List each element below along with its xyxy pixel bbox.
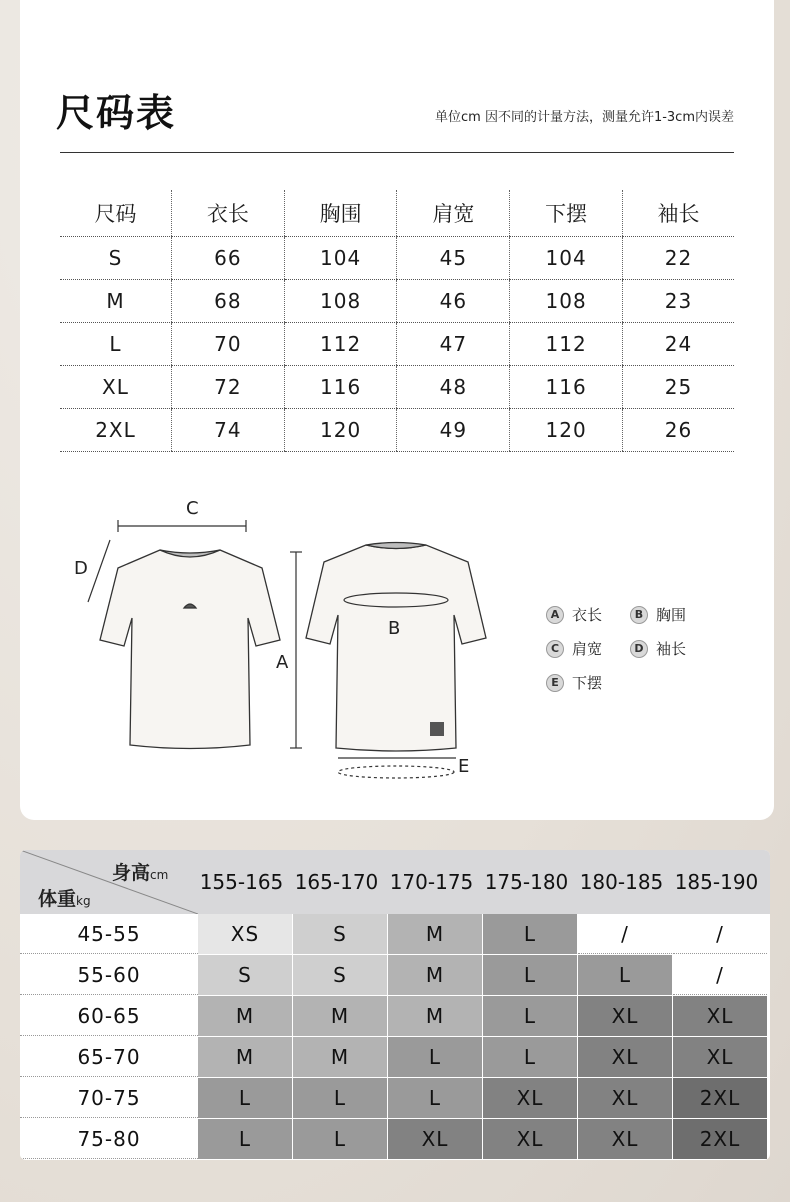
size-table <box>60 190 734 452</box>
height-column-header: 170-175 <box>389 870 474 894</box>
title-divider <box>60 152 734 153</box>
table-cell: 70 <box>171 322 284 365</box>
weight-row-header: 65-70 <box>20 1037 198 1077</box>
size-recommendation-table <box>20 850 770 1160</box>
weight-row-header: 45-55 <box>20 914 198 954</box>
legend-item-e <box>546 672 602 693</box>
table-cell: 25 <box>623 365 734 408</box>
legend-item-d <box>630 638 686 659</box>
size-recommendation-cell: / <box>578 914 672 954</box>
size-recommendation-cell: 2XL <box>673 1119 767 1159</box>
table-row <box>60 322 734 365</box>
column-header: 尺码 <box>60 190 171 236</box>
size-recommendation-cell: XL <box>578 1119 672 1159</box>
size-recommendation-cell: M <box>388 914 482 954</box>
height-column-header: 165-170 <box>294 870 379 894</box>
table-row <box>60 236 734 279</box>
size-recommendation-cell: L <box>483 996 577 1036</box>
weight-row-header: 60-65 <box>20 996 198 1036</box>
size-recommendation-cell: XL <box>673 996 767 1036</box>
size-recommendation-cell: S <box>293 914 387 954</box>
table-cell: 49 <box>397 408 510 451</box>
table-cell: XL <box>60 365 171 408</box>
size-recommendation-cell: XS <box>198 914 292 954</box>
label-a: A <box>276 652 289 673</box>
table-cell: 23 <box>623 279 734 322</box>
height-label: 身高 <box>112 862 151 884</box>
weight-unit: kg <box>76 894 91 908</box>
weight-row-header: 70-75 <box>20 1078 198 1118</box>
table-cell: M <box>60 279 171 322</box>
size-recommendation-cell: XL <box>483 1078 577 1118</box>
legend-item-a <box>546 604 602 625</box>
height-axis-label <box>112 858 168 885</box>
table-cell: 108 <box>284 279 397 322</box>
table-cell: 120 <box>510 408 623 451</box>
legend-text-a: 衣长 <box>572 606 603 624</box>
size-recommendation-cell: XL <box>578 1037 672 1077</box>
size-recommendation-cell: L <box>483 1037 577 1077</box>
weight-axis-label <box>38 884 91 911</box>
badge-e-icon: E <box>546 674 564 692</box>
table-cell: 22 <box>623 236 734 279</box>
size-recommendation-cell: L <box>388 1078 482 1118</box>
column-header: 胸围 <box>284 190 397 236</box>
table-cell: 72 <box>171 365 284 408</box>
column-header: 下摆 <box>510 190 623 236</box>
badge-b-icon: B <box>630 606 648 624</box>
table-cell: 120 <box>284 408 397 451</box>
table-cell: 68 <box>171 279 284 322</box>
size-recommendation-cell: S <box>293 955 387 995</box>
table-cell: S <box>60 236 171 279</box>
size-recommendation-cell: L <box>293 1078 387 1118</box>
column-header: 肩宽 <box>397 190 510 236</box>
badge-a-icon: A <box>546 606 564 624</box>
size-recommendation-cell: L <box>388 1037 482 1077</box>
garment-diagram <box>60 490 540 790</box>
size-recommendation-cell: L <box>483 914 577 954</box>
table-cell: 47 <box>397 322 510 365</box>
badge-d-icon: D <box>630 640 648 658</box>
column-header: 衣长 <box>171 190 284 236</box>
height-unit: cm <box>150 868 169 882</box>
size-recommendation-cell: XL <box>673 1037 767 1077</box>
label-b: B <box>388 618 401 639</box>
size-recommendation-cell: M <box>198 996 292 1036</box>
tshirt-front-illustration <box>100 550 280 749</box>
table-cell: 24 <box>623 322 734 365</box>
size-recommendation-cell: S <box>198 955 292 995</box>
size-recommendation-cell: / <box>673 914 767 954</box>
table-cell: L <box>60 322 171 365</box>
measurement-note: 单位cm 因不同的计量方法，测量允许1-3cm内误差 <box>435 110 734 125</box>
legend-text-b: 胸围 <box>656 606 687 624</box>
height-column-header: 180-185 <box>579 870 664 894</box>
table-cell: 2XL <box>60 408 171 451</box>
table-cell: 26 <box>623 408 734 451</box>
size-table-header <box>60 190 734 236</box>
column-header: 袖长 <box>623 190 734 236</box>
table-cell: 112 <box>284 322 397 365</box>
height-column-header: 185-190 <box>674 870 759 894</box>
table-row <box>60 408 734 451</box>
height-column-header: 175-180 <box>484 870 569 894</box>
weight-row-header: 55-60 <box>20 955 198 995</box>
table-cell: 116 <box>510 365 623 408</box>
size-recommendation-cell: 2XL <box>673 1078 767 1118</box>
label-e: E <box>458 756 470 777</box>
table-cell: 108 <box>510 279 623 322</box>
table-cell: 46 <box>397 279 510 322</box>
size-recommendation-cell: L <box>483 955 577 995</box>
table-cell: 104 <box>284 236 397 279</box>
weight-row-header: 75-80 <box>20 1119 198 1159</box>
height-column-header: 155-165 <box>199 870 284 894</box>
table-row <box>60 279 734 322</box>
size-recommendation-cell: L <box>293 1119 387 1159</box>
legend-text-d: 袖长 <box>656 640 687 658</box>
weight-label: 体重 <box>38 888 77 910</box>
size-recommendation-cell: XL <box>578 996 672 1036</box>
table-cell: 48 <box>397 365 510 408</box>
size-recommendation-cell: L <box>578 955 672 995</box>
size-recommendation-cell: L <box>198 1078 292 1118</box>
legend-text-c: 肩宽 <box>572 640 603 658</box>
badge-c-icon: C <box>546 640 564 658</box>
size-recommendation-cell: XL <box>578 1078 672 1118</box>
table-cell: 112 <box>510 322 623 365</box>
table-cell: 74 <box>171 408 284 451</box>
table-cell: 104 <box>510 236 623 279</box>
label-d: D <box>74 558 88 579</box>
legend-item-c <box>546 638 602 659</box>
legend-item-b <box>630 604 686 625</box>
table-row <box>60 365 734 408</box>
size-recommendation-cell: M <box>293 996 387 1036</box>
legend-text-e: 下摆 <box>572 674 603 692</box>
size-recommendation-cell: XL <box>388 1119 482 1159</box>
size-recommendation-cell: M <box>293 1037 387 1077</box>
table-cell: 66 <box>171 236 284 279</box>
page-title: 尺码表 <box>56 91 177 135</box>
size-recommendation-cell: XL <box>483 1119 577 1159</box>
table-cell: 116 <box>284 365 397 408</box>
size-recommendation-cell: L <box>198 1119 292 1159</box>
tshirt-back-illustration <box>306 543 486 752</box>
size-recommendation-cell: M <box>198 1037 292 1077</box>
size-recommendation-cell: M <box>388 955 482 995</box>
size-recommendation-cell: M <box>388 996 482 1036</box>
table-cell: 45 <box>397 236 510 279</box>
label-c: C <box>186 498 199 519</box>
size-recommendation-cell: / <box>673 955 767 995</box>
